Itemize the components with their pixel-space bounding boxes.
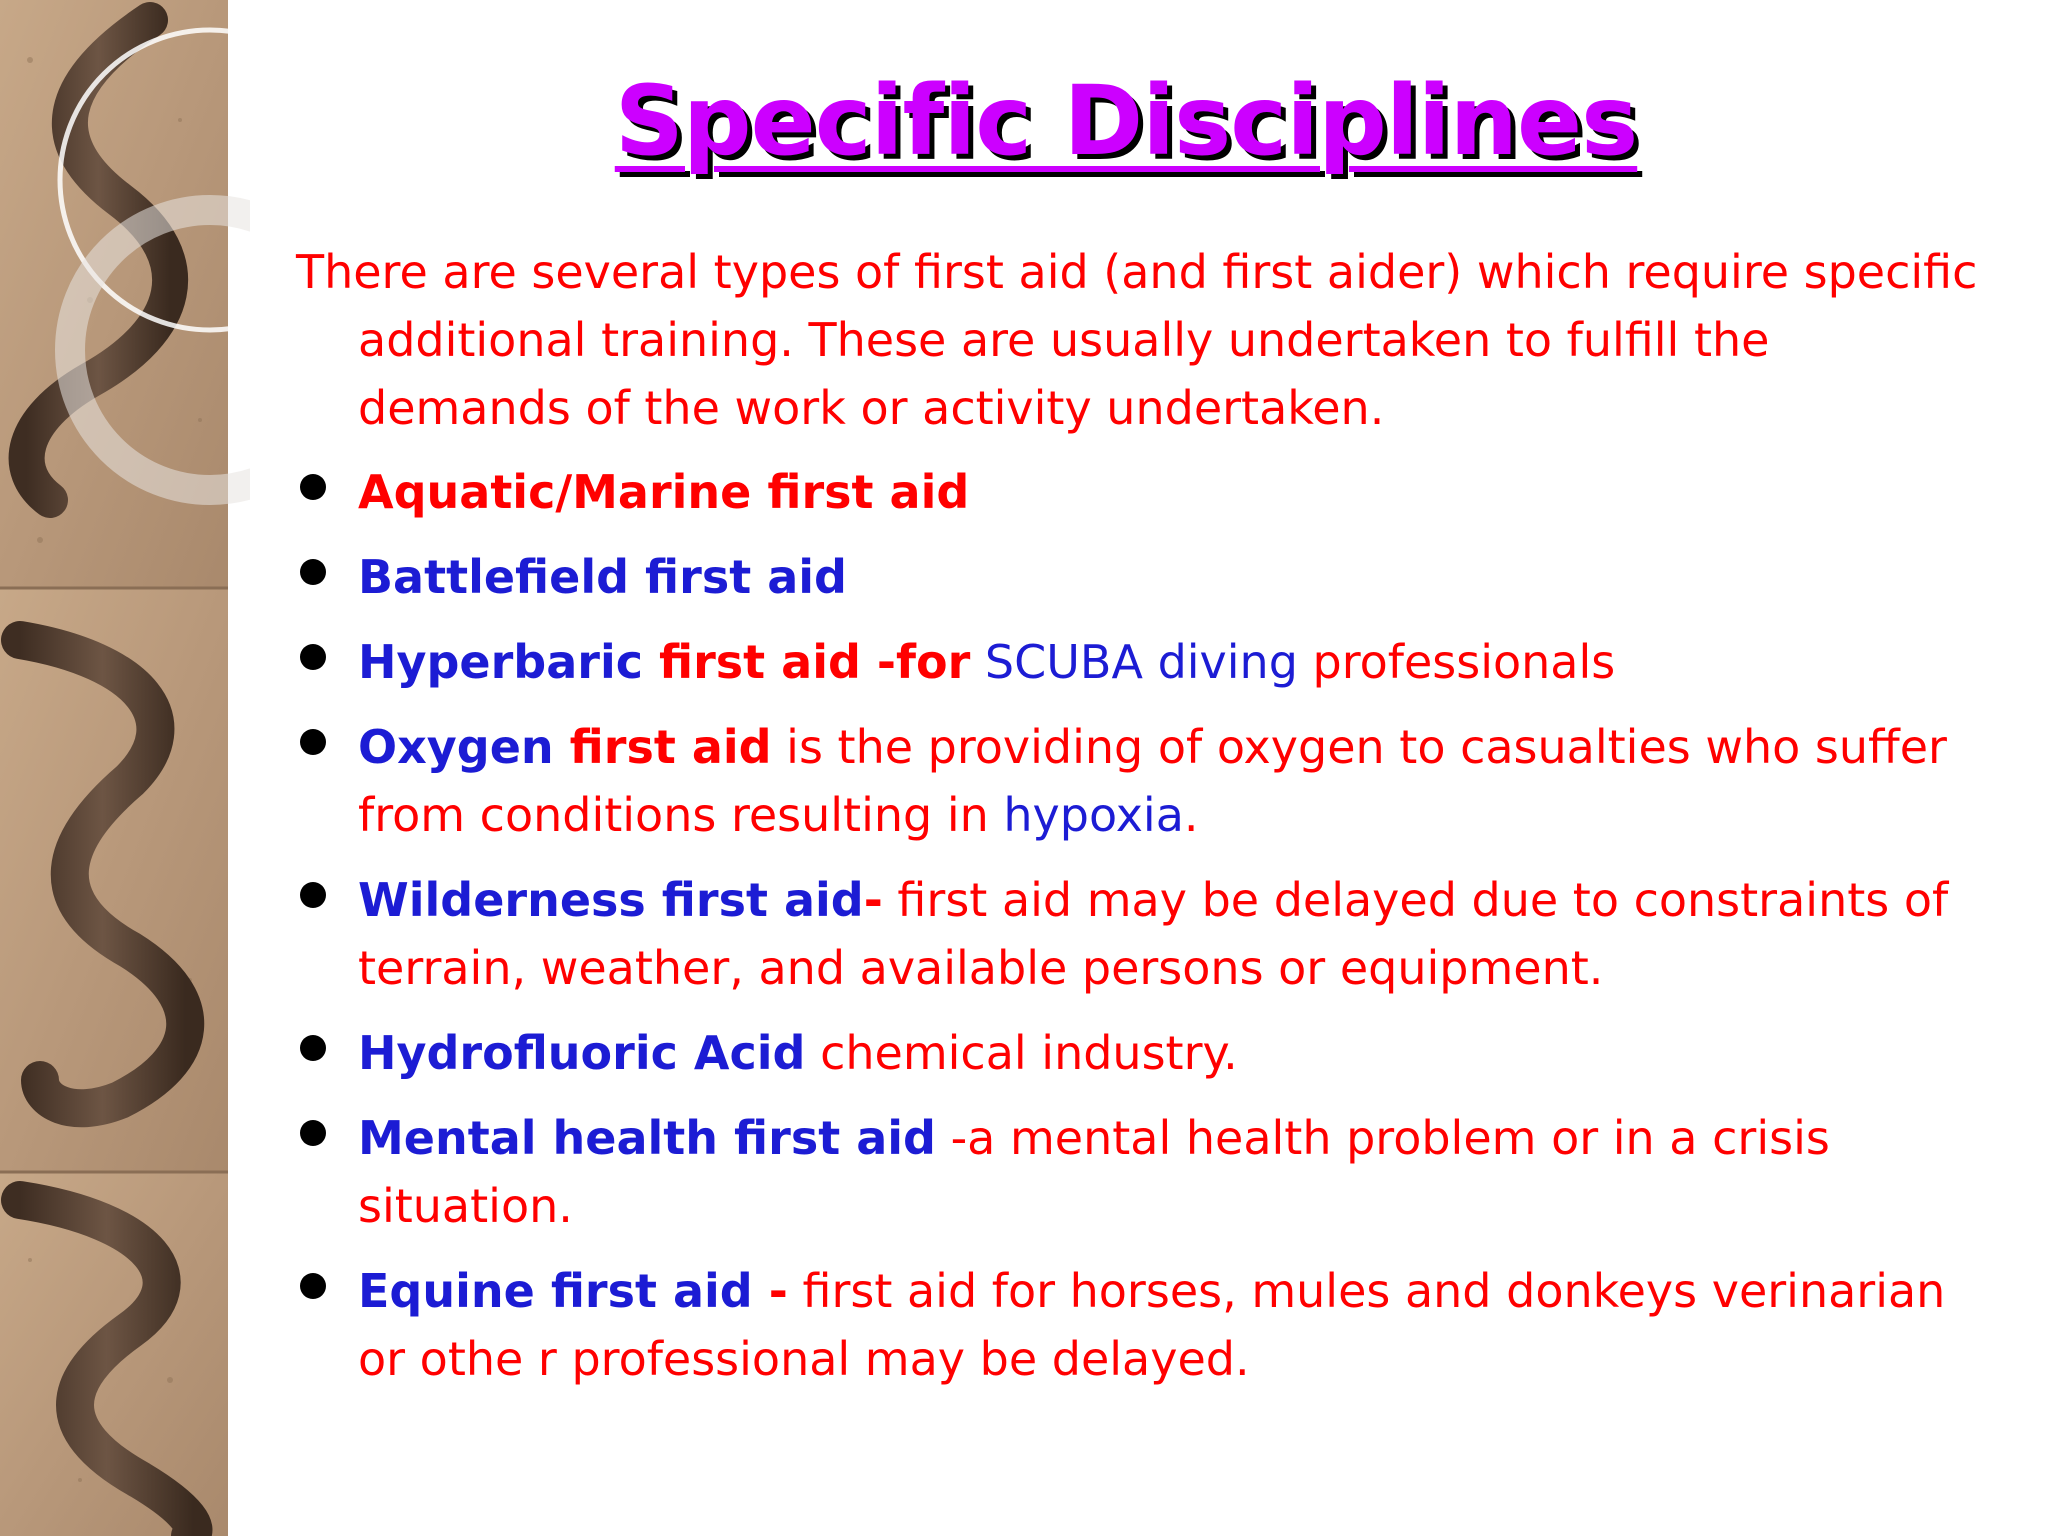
item-text: chemical industry. bbox=[805, 1026, 1238, 1080]
item-text: first aid for horses, mules and donkeys verinarian or othe r professional may be delayed. bbox=[358, 1264, 1946, 1386]
item-heading: Aquatic/Marine first aid bbox=[358, 465, 970, 519]
slide-body bbox=[296, 238, 1984, 1410]
discipline-list bbox=[296, 458, 1984, 1393]
list-item bbox=[296, 458, 1984, 526]
item-text: is the providing of oxygen to casualties who suffer from conditions resulting in bbox=[358, 720, 1947, 842]
slide-title: Specific Disciplines bbox=[614, 65, 1638, 177]
item-text-highlight: hypoxia bbox=[1003, 788, 1184, 842]
list-item bbox=[296, 713, 1984, 849]
item-text: professionals bbox=[1297, 635, 1616, 689]
item-text: SCUBA diving bbox=[970, 635, 1298, 689]
item-heading-part: first aid -for bbox=[659, 635, 971, 689]
list-item bbox=[296, 1019, 1984, 1087]
bullet-icon bbox=[300, 1035, 326, 1061]
item-heading: Hydrofluoric Acid bbox=[358, 1026, 806, 1080]
bullet-icon bbox=[300, 474, 326, 500]
item-heading-part: - bbox=[863, 873, 883, 927]
list-item bbox=[296, 866, 1984, 1002]
bullet-icon bbox=[300, 644, 326, 670]
item-heading: Wilderness first aid bbox=[358, 873, 864, 927]
intro-paragraph: There are several types of first aid (and first aider) which require specific additional training. These are usually undertaken to fulfill the demands of the work or activity undertaken. bbox=[296, 245, 1978, 435]
item-heading: Mental health first aid bbox=[358, 1111, 936, 1165]
item-heading-part: first aid bbox=[569, 720, 772, 774]
white-ring-ornament bbox=[20, 0, 250, 520]
item-heading: Hyperbaric bbox=[358, 635, 659, 689]
item-heading: Battlefield first aid bbox=[358, 550, 847, 604]
item-heading-part: - bbox=[752, 1264, 788, 1318]
bullet-icon bbox=[300, 1273, 326, 1299]
bullet-icon bbox=[300, 559, 326, 585]
item-text: first aid may be delayed due to constraints of terrain, weather, and available persons or equipment. bbox=[358, 873, 1949, 995]
bullet-icon bbox=[300, 1120, 326, 1146]
item-text: . bbox=[1183, 788, 1199, 842]
list-item bbox=[296, 1257, 1984, 1393]
list-item bbox=[296, 543, 1984, 611]
item-text: -a mental health problem or in a crisis situation. bbox=[358, 1111, 1830, 1233]
bullet-icon bbox=[300, 882, 326, 908]
list-item bbox=[296, 628, 1984, 696]
bullet-icon bbox=[300, 729, 326, 755]
item-heading: Oxygen bbox=[358, 720, 570, 774]
list-item bbox=[296, 1104, 1984, 1240]
item-heading: Equine first aid bbox=[358, 1264, 753, 1318]
